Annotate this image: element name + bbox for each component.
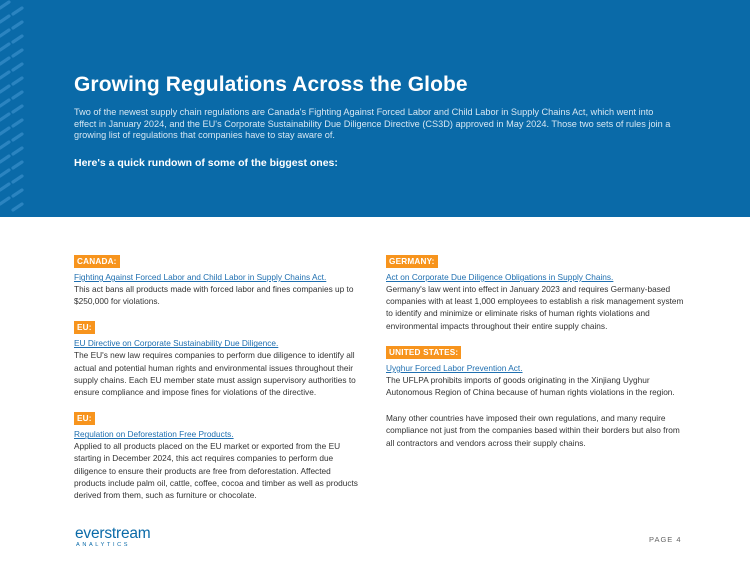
regulation-description: Applied to all products placed on the EU market or exported from the EU starting in December 2024, this act requires companies to perform due diligence to ensure their products are free from deforestation. Affected products include palm oil, cattle, coffee, cocoa and timber as well as products derived from them, such as furniture or chocolate. <box>74 441 358 501</box>
country-tag: EU: <box>74 321 95 334</box>
regulation-link[interactable]: Regulation on Deforestation Free Products. <box>74 429 234 440</box>
regulation-link[interactable]: Uyghur Forced Labor Prevention Act. <box>386 362 523 373</box>
page-title: Growing Regulations Across the Globe <box>74 73 468 96</box>
regulation-link[interactable]: Fighting Against Forced Labor and Child Labor in Supply Chains Act. <box>74 272 327 282</box>
regulation-germany <box>386 251 686 332</box>
right-column <box>386 251 686 449</box>
country-tag: UNITED STATES: <box>386 346 461 359</box>
logo-subtitle: ANALYTICS <box>76 542 131 548</box>
logo-wordmark: everstream <box>75 525 151 542</box>
regulation-description: Germany's law went into effect in January 2023 and requires Germany-based companies with at least 1,000 employees to establish a risk management system to identify and minimize or eliminate risks of human rights violations and environmental impacts throughout their entire supply chains. <box>386 284 684 331</box>
hero-banner <box>0 0 750 217</box>
regulation-description: The UFLPA prohibits imports of goods originating in the Xinjiang Uyghur Autonomous Region of China because of human rights violations in the region. <box>386 374 675 398</box>
regulation-description: The EU's new law requires companies to perform due diligence to identify all actual and potential human rights and environmental issues throughout their supply chains. Each EU member state must assign supervisory authorities to ensure compliance and impose fines for violations of the directive. <box>74 350 356 398</box>
country-tag: GERMANY: <box>386 255 438 268</box>
country-tag: EU: <box>74 412 95 425</box>
regulation-eu-cs3d <box>74 317 364 398</box>
everstream-logo <box>75 525 165 557</box>
regulation-link[interactable]: Act on Corporate Due Diligence Obligations in Supply Chains. <box>386 272 614 282</box>
regulation-link[interactable]: EU Directive on Corporate Sustainability Due Diligence. <box>74 338 279 349</box>
intro-paragraph: Two of the newest supply chain regulations are Canada's Fighting Against Forced Labor and Child Labor in Supply Chains Act, which went into effect in January 2024, and the EU's Corporate Sustainability Due Diligence Directive (CS3D) approved in May 2024. Those two sets of rules join a growing list of regulations that companies have to stay aware of. <box>74 107 671 140</box>
regulation-description: This act bans all products made with forced labor and fines companies up to $250,000 for violations. <box>74 284 354 307</box>
rundown-heading: Here's a quick rundown of some of the biggest ones: <box>74 157 338 169</box>
regulation-canada <box>74 251 364 307</box>
closing-paragraph: Many other countries have imposed their own regulations, and many require compliance not just from the companies based within their borders but also from all contractors and vendors across their supply chains. <box>386 413 680 448</box>
regulation-eu-deforestation <box>74 408 364 501</box>
decorative-stripes <box>0 0 24 217</box>
country-tag: CANADA: <box>74 255 120 268</box>
regulation-united-states <box>386 342 686 398</box>
page-number: PAGE 4 <box>649 535 682 544</box>
left-column <box>74 251 364 511</box>
